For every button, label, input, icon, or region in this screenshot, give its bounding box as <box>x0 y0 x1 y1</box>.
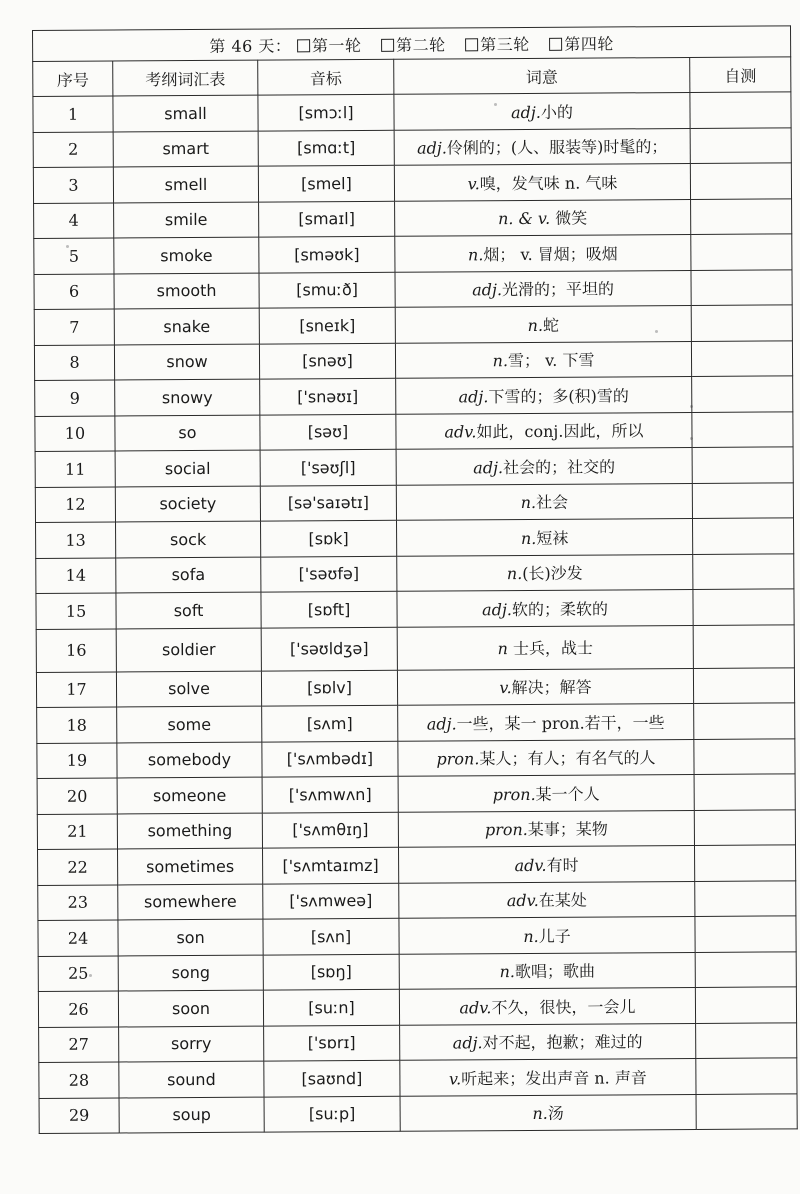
meaning-cell <box>396 376 692 413</box>
table-row <box>36 624 794 672</box>
row-number: 26 <box>38 991 118 1027</box>
part-of-speech: v. <box>467 174 480 194</box>
meaning-cell <box>399 881 695 918</box>
vocab-word: smoke <box>114 237 259 273</box>
meaning-text: 微笑 <box>550 208 588 229</box>
part-of-speech: n <box>497 639 508 659</box>
vocab-word: soldier <box>116 628 261 672</box>
round-2-label: 第二轮 <box>396 34 446 55</box>
vocab-word: smile <box>114 202 259 238</box>
phonetic: [smɔːl] <box>258 94 394 130</box>
meaning-cell <box>397 589 693 626</box>
part-of-speech: n. <box>520 528 537 548</box>
table-row <box>33 92 791 132</box>
meaning-text: 歌唱；歌曲 <box>514 961 596 982</box>
day-rounds-header <box>33 26 791 62</box>
part-of-speech: adj. <box>473 457 504 478</box>
vocab-word: smell <box>113 166 258 202</box>
vocab-word: snow <box>114 344 259 380</box>
phonetic: [sʌm] <box>262 705 398 741</box>
part-of-speech: adj. <box>417 138 447 158</box>
self-test-cell[interactable] <box>693 553 794 589</box>
row-number: 2 <box>33 132 113 168</box>
part-of-speech: adj. <box>472 280 503 300</box>
row-number: 28 <box>39 1062 119 1098</box>
meaning-cell <box>400 1094 696 1131</box>
table-row <box>38 916 796 956</box>
phonetic: [snəʊ] <box>259 343 395 379</box>
meaning-cell <box>395 270 691 307</box>
table-row <box>36 518 794 558</box>
table-row <box>37 738 795 778</box>
row-number: 9 <box>35 380 115 416</box>
meaning-cell <box>398 810 694 847</box>
phonetic: ['səʊfə] <box>261 556 397 592</box>
vocab-word: soup <box>119 1097 264 1133</box>
meaning-cell <box>399 987 695 1024</box>
phonetic: ['sʌmbədɪ] <box>262 741 398 777</box>
meaning-cell <box>398 845 694 882</box>
meaning-cell <box>394 92 690 129</box>
phonetic: [suːn] <box>263 989 399 1025</box>
table-row <box>33 127 791 167</box>
self-test-cell[interactable] <box>692 518 793 554</box>
meaning-text: 软的；柔软的 <box>511 599 609 619</box>
self-test-cell[interactable] <box>691 340 792 376</box>
phonetic: ['sʌmwʌn] <box>262 776 398 812</box>
table-row <box>33 163 791 203</box>
table-row <box>35 482 793 522</box>
meaning-text: 儿子 <box>538 926 571 946</box>
table-row <box>34 269 792 309</box>
vocab-word: snake <box>114 308 259 344</box>
self-test-cell[interactable] <box>692 411 793 447</box>
row-number: 12 <box>35 486 115 522</box>
meaning-text: 解决；解答 <box>511 677 592 698</box>
table-row <box>39 1093 797 1133</box>
meaning-cell <box>396 447 692 484</box>
self-test-cell[interactable] <box>694 738 795 774</box>
phonetic: [suːp] <box>264 1096 400 1132</box>
self-test-cell[interactable] <box>692 482 793 518</box>
part-of-speech: adv. <box>444 422 477 442</box>
meaning-text: 小的 <box>540 102 573 122</box>
part-of-speech: n. <box>506 564 523 584</box>
part-of-speech: v. <box>499 678 512 698</box>
row-number: 22 <box>38 849 118 885</box>
part-of-speech: n. <box>520 493 537 513</box>
meaning-cell <box>396 483 692 520</box>
meaning-cell <box>397 668 693 705</box>
phonetic: ['snəʊɪ] <box>260 378 396 414</box>
part-of-speech: adv. <box>459 997 492 1018</box>
self-test-cell[interactable] <box>695 880 796 916</box>
vocab-word: society <box>115 486 260 522</box>
meaning-cell <box>400 1058 696 1095</box>
table-row <box>38 987 796 1027</box>
part-of-speech: adj. <box>426 714 457 734</box>
meaning-text: 短袜 <box>536 528 569 548</box>
table-row <box>39 1022 797 1062</box>
table-row <box>35 411 793 451</box>
phonetic: [səʊ] <box>260 414 396 450</box>
self-test-cell[interactable] <box>690 92 791 128</box>
meaning-text: 听起来；发出声音 n. 声音 <box>461 1068 647 1089</box>
vocab-word: solve <box>116 671 261 707</box>
round-4-label: 第四轮 <box>564 33 614 54</box>
column-header-self-test: 自测 <box>690 57 791 93</box>
meaning-text: 下雪的；多(积)雪的 <box>488 386 629 406</box>
round-3-checkbox[interactable] <box>465 38 478 51</box>
table-row <box>39 1058 797 1098</box>
self-test-cell[interactable] <box>694 845 795 881</box>
part-of-speech: adj. <box>452 1033 483 1053</box>
column-header-meaning: 词意 <box>394 57 690 94</box>
self-test-cell[interactable] <box>694 703 795 739</box>
table-row <box>34 340 792 380</box>
self-test-cell[interactable] <box>690 163 791 199</box>
vocab-word: sock <box>116 521 261 557</box>
round-2-checkbox[interactable] <box>381 38 394 51</box>
part-of-speech: n. <box>492 351 509 371</box>
meaning-text: 社会 <box>536 492 569 513</box>
table-row <box>34 198 792 238</box>
round-1-label: 第一轮 <box>311 35 362 55</box>
phonetic: ['səʊldʒə] <box>261 627 397 671</box>
meaning-text: 烟； v. 冒烟；吸烟 <box>483 244 618 264</box>
row-number: 25 <box>38 955 118 991</box>
column-header-number: 序号 <box>33 61 113 96</box>
phonetic: [smɑːt] <box>258 130 394 166</box>
row-number: 7 <box>34 309 114 345</box>
table-row <box>36 553 794 593</box>
vocab-word: someone <box>117 777 262 813</box>
self-test-cell[interactable] <box>692 447 793 483</box>
table-row <box>35 447 793 487</box>
row-number: 11 <box>35 451 115 487</box>
meaning-cell <box>394 163 690 200</box>
meaning-cell <box>395 199 691 236</box>
vocab-word: soft <box>116 592 261 628</box>
phonetic: [smaɪl] <box>259 201 395 237</box>
row-number: 6 <box>34 274 114 310</box>
meaning-text: 雪； v. 下雪 <box>507 350 595 371</box>
row-number: 20 <box>37 778 117 814</box>
phonetic: [sneɪk] <box>259 307 395 343</box>
meaning-text: 如此，conj.因此，所以 <box>476 421 644 442</box>
part-of-speech: pron. <box>436 749 480 769</box>
meaning-cell <box>395 341 691 378</box>
meaning-cell <box>395 234 691 271</box>
row-number: 1 <box>33 96 113 132</box>
phonetic: [sɒk] <box>261 520 397 556</box>
table-row <box>37 774 795 814</box>
phonetic: [sɒŋ] <box>263 954 399 990</box>
part-of-speech: adj. <box>458 386 489 407</box>
meaning-cell <box>396 412 692 449</box>
vocab-word: so <box>115 415 260 451</box>
row-number: 3 <box>33 167 113 203</box>
part-of-speech: n. <box>467 244 484 265</box>
vocab-word: sofa <box>116 557 261 593</box>
row-number: 24 <box>38 920 118 956</box>
self-test-cell[interactable] <box>690 127 791 163</box>
row-number: 5 <box>34 238 114 274</box>
row-number: 8 <box>34 345 114 381</box>
self-test-cell[interactable] <box>693 589 794 625</box>
vocab-word: smart <box>113 131 258 167</box>
phonetic: [sɒft] <box>261 591 397 627</box>
vocab-word: social <box>115 450 260 486</box>
title-row <box>33 26 791 62</box>
vocabulary-table <box>32 25 798 1134</box>
table-row <box>34 305 792 345</box>
meaning-cell <box>397 518 693 555</box>
meaning-text: 有时 <box>546 855 579 875</box>
part-of-speech: pron. <box>484 820 528 840</box>
self-test-cell[interactable] <box>691 269 792 305</box>
vocab-word: small <box>113 95 258 131</box>
part-of-speech: adv. <box>506 891 539 911</box>
vocab-word: smooth <box>114 273 259 309</box>
self-test-cell[interactable] <box>692 376 793 412</box>
row-number: 21 <box>37 813 117 849</box>
row-number: 23 <box>38 884 118 920</box>
meaning-text: 一些，某一 pron.若干，一些 <box>456 712 665 734</box>
meaning-text: 社会的；社交的 <box>503 457 616 477</box>
phonetic: [sʌn] <box>263 918 399 954</box>
meaning-text: 伶俐的；(人、服装等)时髦的； <box>446 137 668 158</box>
meaning-text: 对不起，抱歉；难过的 <box>482 1032 643 1053</box>
phonetic: [smuːð] <box>259 272 395 308</box>
table-row <box>36 589 794 629</box>
self-test-cell[interactable] <box>696 1093 797 1129</box>
meaning-text: 光滑的；平坦的 <box>501 279 615 300</box>
self-test-cell[interactable] <box>691 198 792 234</box>
row-number: 19 <box>37 742 117 778</box>
row-number: 13 <box>36 522 116 558</box>
vocab-word: sometimes <box>118 848 263 884</box>
self-test-cell[interactable] <box>695 916 796 952</box>
meaning-cell <box>399 916 695 953</box>
part-of-speech: pron. <box>492 784 536 804</box>
day-label: 第 46 天： <box>209 35 292 56</box>
row-number: 18 <box>37 707 117 743</box>
row-number: 27 <box>39 1026 119 1062</box>
row-number: 17 <box>36 671 116 707</box>
part-of-speech: n. <box>499 962 516 982</box>
row-number: 4 <box>34 203 114 239</box>
meaning-text: 某人；有人；有名气的人 <box>479 748 656 769</box>
meaning-text: 某事；某物 <box>527 819 608 840</box>
phonetic: [sɒlv] <box>261 670 397 706</box>
self-test-cell[interactable] <box>691 234 792 270</box>
row-number: 10 <box>35 416 115 452</box>
meaning-cell <box>397 625 693 670</box>
part-of-speech: adv. <box>514 855 547 875</box>
meaning-cell <box>399 952 695 989</box>
vocab-word: somewhere <box>118 884 263 920</box>
table-row <box>35 376 793 416</box>
table-row <box>37 703 795 743</box>
table-row <box>37 809 795 849</box>
row-number: 15 <box>36 593 116 629</box>
part-of-speech: adj. <box>482 599 513 620</box>
meaning-cell <box>400 1023 696 1060</box>
meaning-text: 不久，很快，一会儿 <box>491 997 636 1017</box>
meaning-cell <box>398 703 694 740</box>
vocab-word: song <box>118 955 263 991</box>
column-header-row <box>33 57 791 97</box>
vocab-word: son <box>118 919 263 955</box>
column-header-word: 考纲词汇表 <box>113 60 258 96</box>
part-of-speech: n. & v. <box>498 209 551 229</box>
self-test-cell[interactable] <box>691 305 792 341</box>
part-of-speech: n. <box>527 315 544 335</box>
part-of-speech: v. <box>448 1069 462 1089</box>
table-row <box>36 667 794 707</box>
part-of-speech: n. <box>523 926 539 946</box>
self-test-cell[interactable] <box>695 987 796 1023</box>
table-row <box>34 234 792 274</box>
meaning-text: 嗅，发气味 n. 气味 <box>479 173 618 194</box>
phonetic: ['sɒrɪ] <box>264 1025 400 1061</box>
row-number: 16 <box>36 628 116 671</box>
vocab-word: sound <box>119 1061 264 1097</box>
phonetic: [smel] <box>258 165 394 201</box>
self-test-cell[interactable] <box>695 951 796 987</box>
table-row <box>38 845 796 885</box>
phonetic: ['sʌmtaɪmz] <box>263 847 399 883</box>
meaning-text: 某一个人 <box>535 784 600 804</box>
vocab-word: sorry <box>119 1026 264 1062</box>
meaning-text: 蛇 <box>542 315 560 335</box>
meaning-cell <box>398 774 694 811</box>
meaning-cell <box>397 554 693 591</box>
phonetic: [sməʊk] <box>259 236 395 272</box>
meaning-cell <box>395 305 691 342</box>
self-test-cell[interactable] <box>696 1022 797 1058</box>
round-3-label: 第三轮 <box>480 34 530 54</box>
self-test-cell[interactable] <box>696 1058 797 1094</box>
table-row <box>38 951 796 991</box>
row-number: 14 <box>36 557 116 593</box>
round-1-checkbox[interactable] <box>297 39 310 52</box>
phonetic: ['sʌmweə] <box>263 883 399 919</box>
self-test-cell[interactable] <box>694 809 795 845</box>
column-header-phonetic: 音标 <box>258 59 394 95</box>
self-test-cell[interactable] <box>693 667 794 703</box>
meaning-text: (长)沙发 <box>522 563 583 584</box>
meaning-cell <box>398 739 694 776</box>
part-of-speech: n. <box>532 1104 548 1124</box>
meaning-text: 汤 <box>547 1104 564 1124</box>
phonetic: ['səʊʃl] <box>260 449 396 485</box>
phonetic: [sə'saɪətɪ] <box>260 485 396 521</box>
vocab-word: some <box>117 706 262 742</box>
meaning-text: 士兵，战士 <box>507 638 594 659</box>
meaning-cell <box>394 128 690 165</box>
part-of-speech: adj. <box>511 102 541 122</box>
table-row <box>38 880 796 920</box>
vocab-word: snowy <box>115 379 260 415</box>
self-test-cell[interactable] <box>693 624 794 668</box>
self-test-cell[interactable] <box>694 774 795 810</box>
vocab-word: something <box>117 813 262 849</box>
vocab-word: somebody <box>117 742 262 778</box>
round-4-checkbox[interactable] <box>549 37 562 50</box>
phonetic: ['sʌmθɪŋ] <box>262 812 398 848</box>
row-number: 29 <box>39 1097 119 1133</box>
meaning-text: 在某处 <box>538 890 587 911</box>
phonetic: [saʊnd] <box>264 1060 400 1096</box>
vocab-word: soon <box>118 990 263 1026</box>
